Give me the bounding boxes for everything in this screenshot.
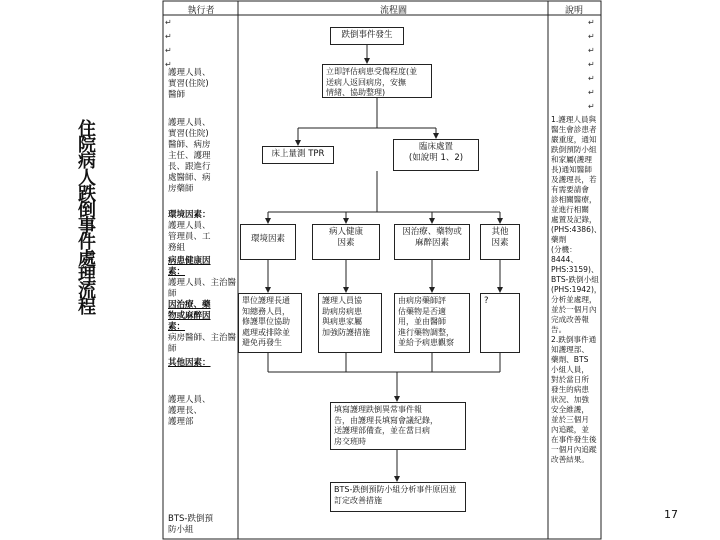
flow-treatment-box: 臨床處置 (如說明 1、2) — [393, 139, 479, 171]
executor-step4: BTS-跌倒預 防小組 — [168, 514, 213, 535]
title-char: 院 — [78, 135, 96, 157]
title-char: 流 — [78, 281, 96, 303]
title-char: 倒 — [78, 200, 96, 222]
category-environment-box: 環境因素 — [240, 224, 296, 260]
notes-text: 1.護理人員與 醫生會診患者 嚴重度，通知 跌倒預防小組 和家屬(護理 長)通知醫師 及護理長，若 有需要請會 診相關醫療， 並進行相關 處置及記錄， (PHS:4386)、藥劑 (分機： 8444、 PHS:3159)、 BTS-跌倒小組 (PHS:1942)， 分析並處理， 並於一個月內 完成改善報告。 2.跌倒事件通 知護理部、 藥劑、BTS 小組人員， 對於當日所 發生的病患 狀況、加強 安全維護， 並於三個月 內追蹤，並 在事件發生後 一個月內追蹤 改善結果。 — [551, 115, 602, 464]
action-other-box: ? — [480, 293, 520, 353]
action-patient-box: 護理人員協 助病房病患 與病患家屬 加強防護措施 — [318, 293, 382, 353]
executor-placeholder-marks: ↵ ↵ ↵ ↵ — [165, 18, 172, 69]
executor-other-label: 其他因素： — [168, 358, 211, 368]
flow-tpr-box: 床上量測 TPR — [262, 146, 334, 164]
header-flowchart: 流程圖 — [379, 6, 407, 16]
title-char: 件 — [78, 232, 96, 254]
executor-patient-text: 護理人員、主治醫師 — [168, 278, 237, 299]
flow-start-box: 跌倒事件發生 — [330, 27, 404, 45]
notes-placeholder-marks: ↵ ↵ ↵ ↵ ↵ ↵ ↵ — [588, 18, 595, 111]
title-char: 人 — [78, 167, 96, 189]
title-char: 事 — [78, 216, 96, 238]
executor-step1: 護理人員、 實習(住院) 醫師 — [168, 68, 211, 100]
executor-drug-label: 因治療、藥 物或麻醉因 素： — [168, 300, 211, 332]
category-other-box: 其他 因素 — [480, 224, 520, 260]
executor-drug-text: 病房醫師、主治醫師 — [168, 333, 237, 354]
title-char: 跌 — [78, 183, 96, 205]
flow-assess-box: 立即評估病患受傷程度(並 送病人返回病房，安撫 情緒、協助整理) — [322, 64, 432, 98]
title-char: 理 — [78, 264, 96, 286]
executor-step3: 護理人員、 護理長、 護理部 — [168, 395, 211, 427]
category-drug-box: 因治療、藥物或 麻醉因素 — [394, 224, 470, 260]
executor-env-text: 護理人員、 管理員、工 務組 — [168, 221, 211, 253]
title-char: 病 — [78, 151, 96, 173]
title-char: 處 — [78, 248, 96, 270]
title-char: 程 — [78, 297, 96, 319]
title-char: 住 — [78, 119, 96, 140]
header-notes: 說明 — [564, 6, 583, 16]
category-patient-box: 病人健康 因素 — [312, 224, 380, 260]
executor-patient-label: 病患健康因 素： — [168, 256, 211, 277]
action-drug-box: 由病房藥師評 估藥物是否適 用，並由醫師 進行藥物調整， 並給予病患觀察 — [394, 293, 470, 353]
executor-env-label: 環境因素： — [168, 210, 211, 220]
header-executor: 執行者 — [187, 6, 215, 16]
flow-report-box: 填寫護理跌倒異常事件報 告，由護理長填寫會議紀錄， 送護理部備查，並在當日病 房交班時 — [330, 402, 466, 450]
page-number: 17 — [664, 508, 678, 521]
action-environment-box: 單位護理長通 知總務人員， 修護單位協助 處理或排除並 避免再發生 — [238, 293, 302, 353]
flow-final-box: BTS-跌倒預防小組分析事件原因並 訂定改善措施 — [330, 482, 466, 512]
executor-step2: 護理人員、 實習(住院) 醫師、病房 主任、護理 長、跟進行 處醫師、病 房藥師 — [168, 118, 211, 194]
